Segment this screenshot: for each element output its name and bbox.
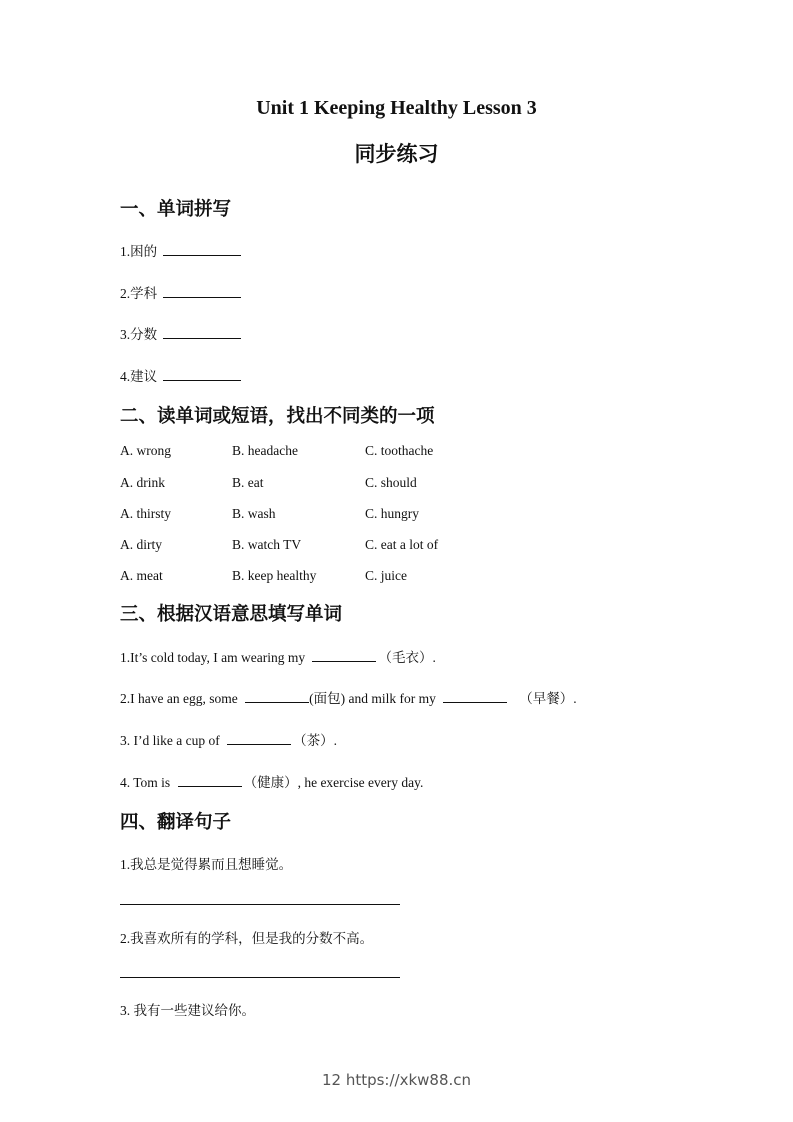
fill-question-3: 3. I’d like a cup of （茶）. (120, 733, 337, 748)
translate-item-1: 1.我总是觉得累而且想睡觉。 (120, 857, 293, 872)
section3-heading: 三、根据汉语意思填写单词 (120, 604, 343, 625)
fill-question-1: 1.It’s cold today, I am wearing my （毛衣）. (120, 650, 436, 665)
spelling-item-4: 4.建议 (120, 365, 241, 385)
answer-blank[interactable] (227, 732, 291, 745)
section1-heading: 一、单词拼写 (120, 199, 232, 220)
choice-option: B. keep healthy (232, 568, 317, 583)
choice-option: A. dirty (120, 537, 162, 552)
answer-blank[interactable] (163, 285, 241, 298)
fill-question-2: 2.I have an egg, some (面包) and milk for my （早餐）. (120, 691, 577, 706)
translate-item-3: 3. 我有一些建议给你。 (120, 1003, 255, 1018)
section2-heading: 二、读单词或短语，找出不同类的一项 (120, 406, 435, 427)
choice-option: A. thirsty (120, 506, 172, 521)
choice-option: B. wash (232, 506, 276, 521)
document-title: Unit 1 Keeping Healthy Lesson 3 (256, 97, 537, 119)
answer-line[interactable] (120, 904, 400, 905)
choice-option: C. hungry (365, 506, 419, 521)
choice-option: B. watch TV (232, 537, 302, 552)
choice-option: C. juice (365, 568, 407, 583)
choice-option: C. should (365, 475, 417, 490)
choice-option: A. meat (120, 568, 163, 583)
answer-blank[interactable] (163, 368, 241, 381)
answer-blank[interactable] (312, 649, 376, 662)
choice-option: A. drink (120, 475, 165, 490)
choice-option: C. eat a lot of (365, 537, 439, 552)
choice-option: B. eat (232, 475, 264, 490)
spelling-item-1: 1.困的 (120, 240, 241, 260)
answer-blank[interactable] (163, 243, 241, 256)
answer-line[interactable] (120, 977, 400, 978)
translate-item-2: 2.我喜欢所有的学科，但是我的分数不高。 (120, 931, 374, 946)
section4-heading: 四、翻译句子 (120, 812, 232, 833)
page-footer: 12 https://xkw88.cn (321, 1071, 472, 1089)
answer-blank[interactable] (443, 690, 507, 703)
choice-option: B. headache (232, 443, 298, 458)
spelling-item-3: 3.分数 (120, 323, 241, 343)
choice-option: C. toothache (365, 443, 434, 458)
spelling-item-2: 2.学科 (120, 282, 241, 302)
document-subtitle: 同步练习 (354, 142, 439, 166)
answer-blank[interactable] (163, 326, 241, 339)
choice-option: A. wrong (120, 443, 171, 458)
answer-blank[interactable] (245, 690, 309, 703)
answer-blank[interactable] (178, 774, 242, 787)
fill-question-4: 4. Tom is （健康）, he exercise every day. (120, 775, 424, 790)
